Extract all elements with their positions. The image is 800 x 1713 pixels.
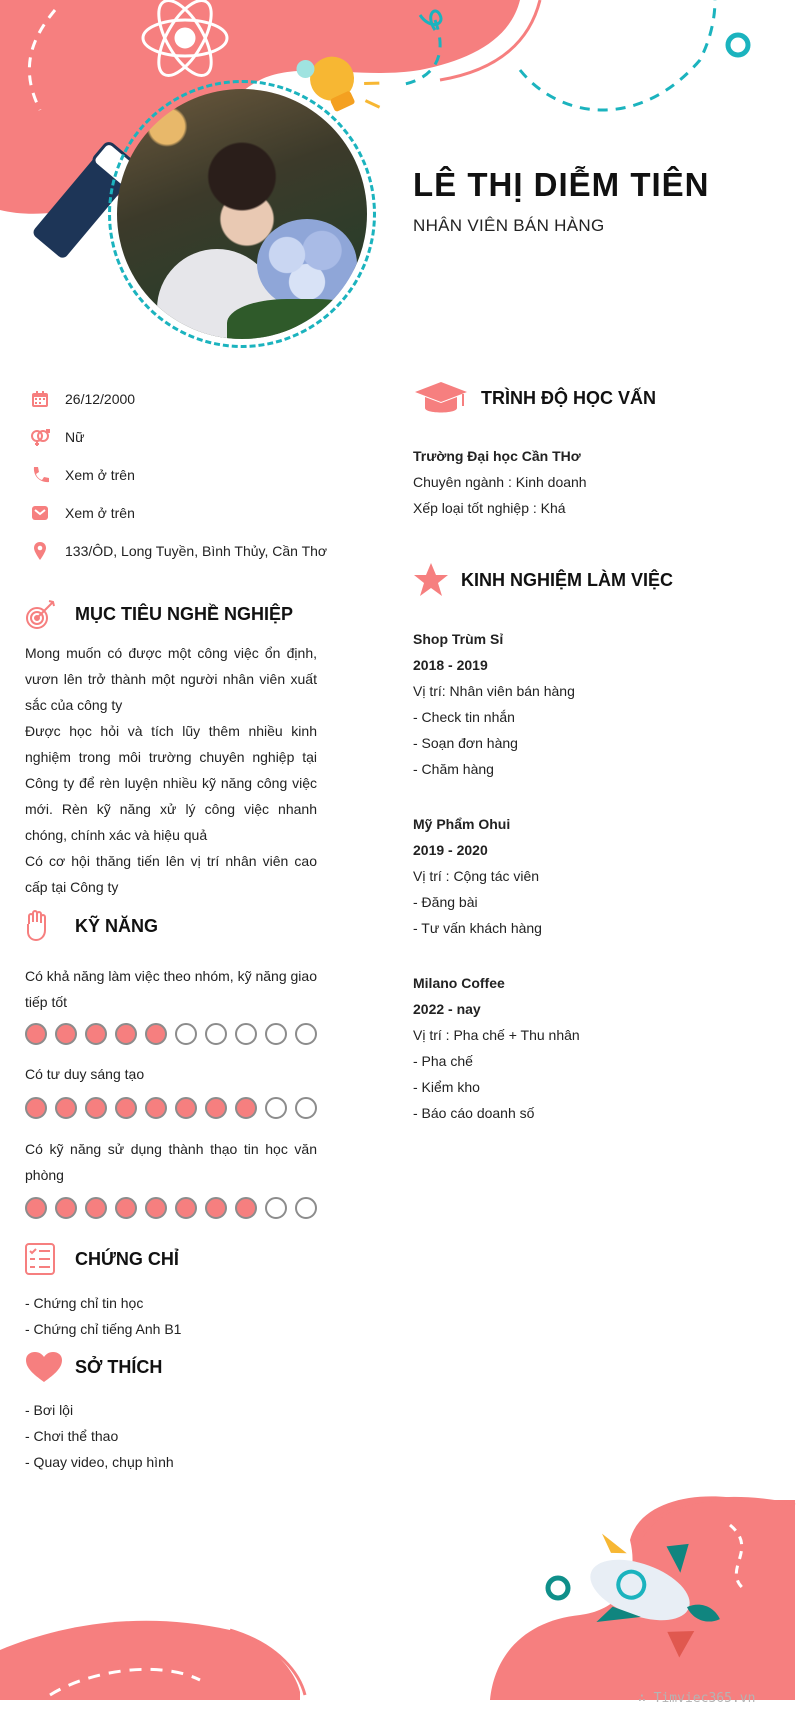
teal-ring-bottom	[548, 1578, 568, 1598]
contact-address-text: 133/ÔD, Long Tuyền, Bình Thủy, Cần Thơ	[65, 543, 328, 559]
education-details	[413, 443, 587, 521]
objective-text	[25, 640, 317, 900]
job-position: Vị trí : Pha chế + Thu nhân	[413, 1027, 580, 1043]
job-entry	[413, 626, 575, 782]
objective-line: Được học hỏi và tích lũy thêm nhiều kinh nghiệm trong môi trường chuyên nghiệp tại Công ty để rèn luyện nhiều kỹ năng công việc mới. Rèn kỹ năng xử lý công việc nhanh chóng, chính xác và hiệu quả	[25, 723, 317, 843]
candidate-role: NHÂN VIÊN BÁN HÀNG	[413, 216, 605, 235]
job-company: Milano Coffee	[413, 975, 505, 991]
star-icon	[413, 562, 461, 598]
job-period: 2019 - 2020	[413, 842, 488, 858]
job-task: - Đăng bài	[413, 894, 478, 910]
objective-heading	[25, 598, 293, 630]
education-grade: Xếp loại tốt nghiệp : Khá	[413, 500, 566, 516]
contact-address	[27, 532, 357, 570]
education-major: Chuyên ngành : Kinh doanh	[413, 474, 587, 490]
rating-dot-filled	[85, 1023, 107, 1045]
rating-dot-filled	[115, 1023, 137, 1045]
job-task: - Báo cáo doanh số	[413, 1105, 535, 1121]
job-company: Shop Trùm Sỉ	[413, 631, 504, 647]
rating-dot-filled	[55, 1197, 77, 1219]
education-title: TRÌNH ĐỘ HỌC VẤN	[481, 387, 656, 408]
job-entry	[413, 811, 542, 941]
rating-dot-filled	[205, 1097, 227, 1119]
rating-dot-filled	[25, 1197, 47, 1219]
certificates-list	[25, 1290, 181, 1342]
rating-dot-filled	[205, 1197, 227, 1219]
job-task: - Kiểm kho	[413, 1079, 480, 1095]
hobby-item: - Quay video, chụp hình	[25, 1454, 174, 1470]
location-pin-icon	[27, 541, 65, 561]
hobby-item: - Chơi thể thao	[25, 1428, 119, 1444]
rating-dot-filled	[145, 1097, 167, 1119]
hand-icon	[25, 910, 75, 942]
contact-phone	[27, 456, 357, 494]
experience-title: KINH NGHIỆM LÀM VIỆC	[461, 569, 674, 590]
objective-line: Có cơ hội thăng tiến lên vị trí nhân viên cao cấp tại Công ty	[25, 853, 317, 895]
rating-dot-empty	[265, 1097, 287, 1119]
job-entry	[413, 970, 580, 1126]
education-heading	[413, 380, 656, 416]
contact-email-text: Xem ở trên	[65, 505, 135, 521]
rating-dot-filled	[25, 1097, 47, 1119]
contact-gender	[27, 418, 357, 456]
footer-decoration	[0, 1480, 800, 1713]
skill-rating	[25, 1023, 317, 1045]
rating-dot-empty	[295, 1023, 317, 1045]
rating-dot-empty	[265, 1197, 287, 1219]
rating-dot-filled	[145, 1197, 167, 1219]
certificates-title: CHỨNG CHỈ	[75, 1248, 179, 1269]
job-position: Vị trí: Nhân viên bán hàng	[413, 683, 575, 699]
rating-dot-empty	[265, 1023, 287, 1045]
rating-dot-empty	[235, 1023, 257, 1045]
objective-line: Mong muốn có được một công việc ổn định, vươn lên trở thành một người nhân viên xuất sắc của công ty	[25, 645, 317, 713]
certificates-heading	[25, 1243, 179, 1275]
watermark: ∴ Timviec365.vn	[638, 1691, 756, 1706]
skill-rating	[25, 1097, 317, 1119]
gender-icon	[27, 427, 65, 447]
hobbies-list	[25, 1397, 174, 1475]
skills-heading	[25, 910, 158, 942]
rating-dot-empty	[295, 1197, 317, 1219]
rating-dot-filled	[235, 1197, 257, 1219]
hobbies-title: SỞ THÍCH	[75, 1356, 163, 1377]
rating-dot-filled	[85, 1197, 107, 1219]
graduation-cap-icon	[413, 380, 481, 416]
job-period: 2022 - nay	[413, 1001, 481, 1017]
target-icon	[25, 598, 75, 630]
job-period: 2018 - 2019	[413, 657, 488, 673]
rating-dot-filled	[175, 1097, 197, 1119]
job-task: - Tư vấn khách hàng	[413, 920, 542, 936]
avatar	[117, 89, 367, 339]
rating-dot-empty	[295, 1097, 317, 1119]
certificate-item: - Chứng chỉ tiếng Anh B1	[25, 1321, 182, 1337]
contact-phone-text: Xem ở trên	[65, 467, 135, 483]
rating-dot-empty	[175, 1023, 197, 1045]
experience-heading	[413, 562, 673, 598]
rating-dot-filled	[55, 1023, 77, 1045]
rating-dot-filled	[85, 1097, 107, 1119]
certificate-item: - Chứng chỉ tin học	[25, 1295, 144, 1311]
job-task: - Soạn đơn hàng	[413, 735, 518, 751]
skill-text: Có khả năng làm việc theo nhóm, kỹ năng giao tiếp tốt	[25, 968, 317, 1010]
email-icon	[27, 503, 65, 523]
job-company: Mỹ Phẩm Ohui	[413, 816, 511, 832]
pink-blob-bottom-left	[0, 1621, 300, 1700]
contact-gender-text: Nữ	[65, 429, 85, 445]
job-task: - Chăm hàng	[413, 761, 494, 777]
calendar-icon	[27, 389, 65, 409]
rating-dot-filled	[115, 1197, 137, 1219]
skill-text: Có tư duy sáng tạo	[25, 1066, 145, 1082]
contact-email	[27, 494, 357, 532]
skills-title: KỸ NĂNG	[75, 915, 159, 936]
contact-info	[27, 380, 357, 570]
phone-icon	[27, 465, 65, 485]
skill-rating	[25, 1197, 317, 1219]
teal-ring	[728, 35, 748, 55]
education-school: Trường Đại học Cần THơ	[413, 448, 581, 464]
contact-birthday-text: 26/12/2000	[65, 391, 136, 407]
rating-dot-filled	[175, 1197, 197, 1219]
skill-text: Có kỹ năng sử dụng thành thạo tin học văn phòng	[25, 1141, 317, 1183]
objective-title: MỤC TIÊU NGHỀ NGHIỆP	[75, 603, 294, 624]
rating-dot-filled	[55, 1097, 77, 1119]
hobbies-heading	[25, 1351, 162, 1383]
contact-birthday	[27, 380, 357, 418]
candidate-name: LÊ THỊ DIỄM TIÊN	[413, 166, 710, 203]
job-position: Vị trí : Cộng tác viên	[413, 868, 540, 884]
rating-dot-filled	[145, 1023, 167, 1045]
rating-dot-filled	[235, 1097, 257, 1119]
hobby-item: - Bơi lội	[25, 1402, 74, 1418]
rating-dot-filled	[25, 1023, 47, 1045]
job-task: - Check tin nhắn	[413, 709, 515, 725]
job-task: - Pha chế	[413, 1053, 473, 1069]
checklist-icon	[25, 1243, 75, 1275]
rating-dot-filled	[115, 1097, 137, 1119]
heart-icon	[25, 1351, 75, 1383]
rating-dot-empty	[205, 1023, 227, 1045]
